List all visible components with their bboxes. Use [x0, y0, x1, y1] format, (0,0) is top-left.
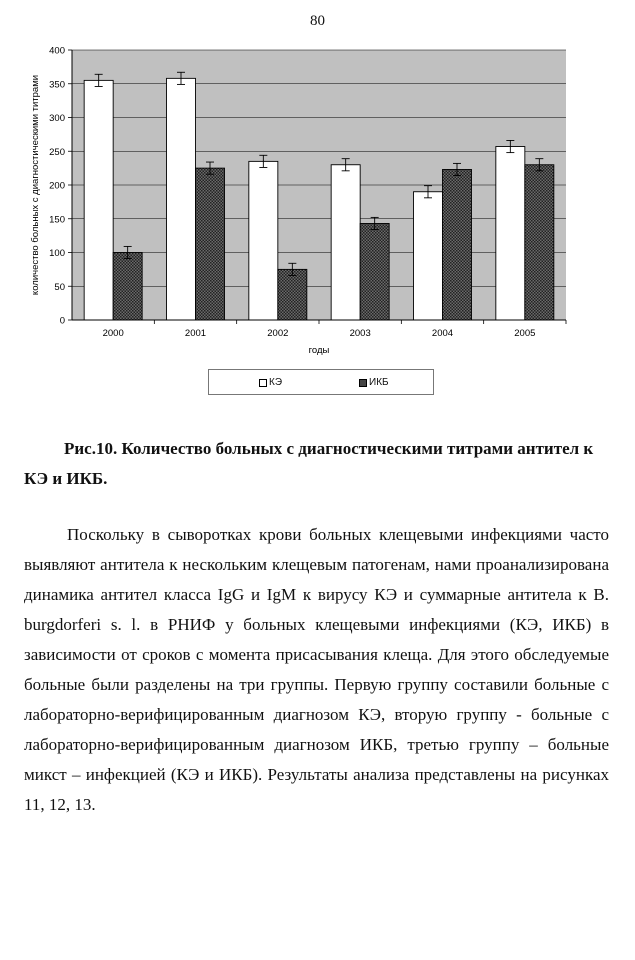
- x-tick-label: 2000: [102, 328, 124, 339]
- x-tick-label: 2005: [514, 328, 536, 339]
- bar-ikb-2004: [443, 169, 472, 320]
- chart-legend: [208, 369, 434, 395]
- bar-ke-2005: [496, 147, 525, 320]
- y-tick-label: 350: [49, 79, 65, 91]
- y-tick-label: 250: [49, 146, 65, 158]
- y-tick-label: 400: [49, 45, 65, 57]
- y-tick-label: 100: [49, 248, 65, 259]
- bar-ikb-2000: [113, 253, 142, 321]
- bar-ke-2000: [84, 80, 113, 320]
- legend-swatch-ke: [259, 379, 267, 387]
- page-number: 80: [310, 13, 325, 29]
- bar-ke-2004: [414, 192, 443, 320]
- bar-ikb-2002: [278, 269, 307, 320]
- legend-label-ikb: ИКБ: [369, 377, 389, 388]
- bar-chart: [0, 40, 635, 370]
- x-axis-label: годы: [308, 345, 330, 356]
- figure-caption: Рис.10. Количество больных с диагностическими титрами антител к КЭ и ИКБ.: [24, 439, 594, 488]
- x-tick-label: 2004: [431, 328, 454, 339]
- y-axis-label: количество больных с диагностическими титрами: [30, 74, 41, 296]
- y-tick-label: 300: [49, 113, 65, 124]
- bar-ke-2002: [249, 161, 278, 320]
- legend-label-ke: КЭ: [269, 377, 283, 388]
- y-tick-label: 200: [49, 180, 65, 192]
- body-paragraph: Поскольку в сыворотках крови больных клещевыми инфекциями часто выявляют антитела к нескольким клещевым патогенам, нами проанализирована динамика антител класса IgG и IgM к вирусу КЭ и суммарные антитела к B. burgdorferi s. l. в РНИФ у больных клещевыми инфекциями (КЭ, ИКБ) в зависимости от сроков с момента присасывания клеща. Для этого обследуемые больные были разделены на три группы. Первую группу составили больные с лабораторно-верифицированным диагнозом КЭ, вторую группу - больные с лабораторно-верифицированным диагнозом ИКБ, третью группу – больные микст – инфекцией (КЭ и ИКБ). Результаты анализа представлены на рисунках 11, 12, 13.: [24, 525, 609, 814]
- y-tick-label: 0: [59, 315, 65, 327]
- x-tick-label: 2002: [267, 328, 289, 339]
- legend-swatch-ikb: [359, 379, 367, 387]
- legend-item-ikb: [359, 377, 389, 388]
- bar-ke-2001: [167, 78, 196, 320]
- bar-ikb-2001: [196, 168, 225, 320]
- legend-item-ke: [259, 377, 282, 388]
- bar-ikb-2003: [360, 223, 389, 320]
- x-tick-label: 2001: [184, 328, 207, 339]
- bar-ikb-2005: [525, 165, 554, 320]
- bar-ke-2003: [331, 165, 360, 320]
- y-tick-labels: [49, 46, 65, 327]
- y-tick-label: 150: [49, 214, 65, 226]
- x-tick-labels: [103, 328, 536, 339]
- y-tick-label: 50: [54, 281, 65, 293]
- x-tick-label: 2003: [349, 328, 371, 339]
